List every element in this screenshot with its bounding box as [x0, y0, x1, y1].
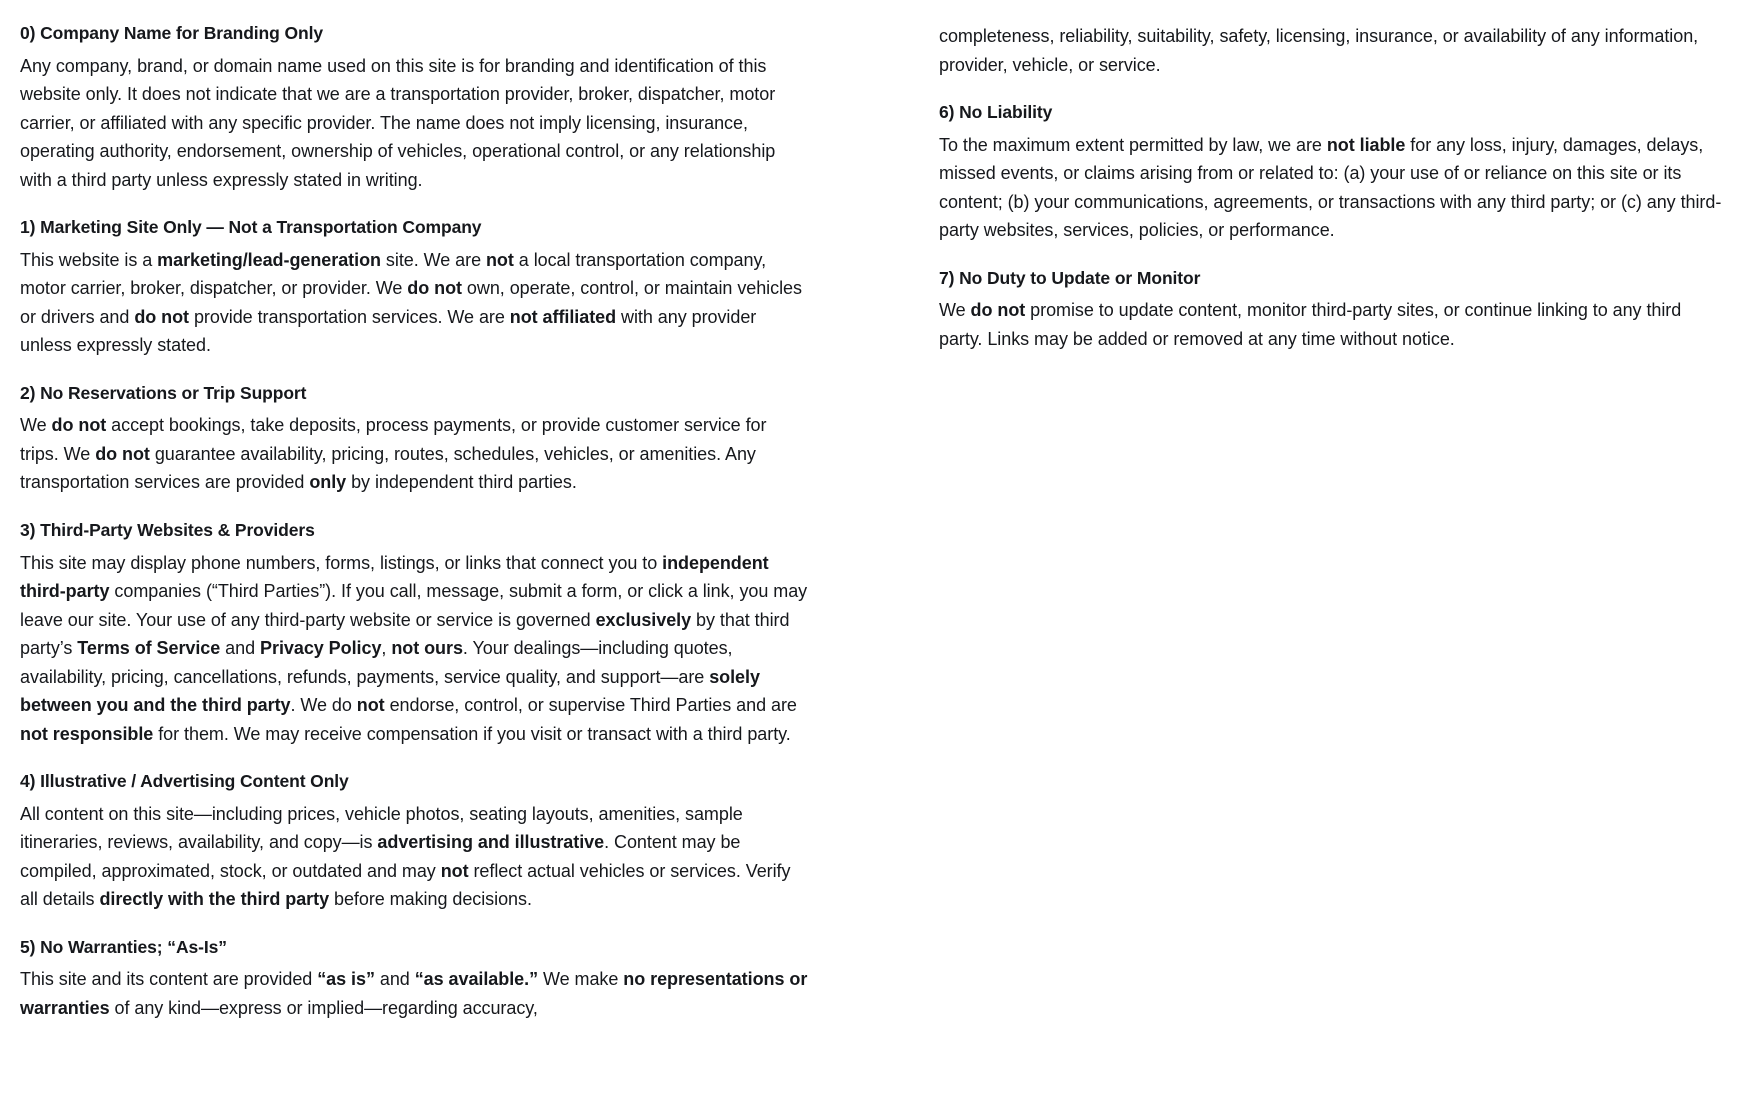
section-heading: 2) No Reservations or Trip Support [20, 382, 307, 403]
section-body: This site and its content are provided “as is” and “as available.” We make no representations or warranties of any kind—express or implied—regarding accuracy, [20, 969, 808, 1018]
section-heading: 5) No Warranties; “As-Is” [20, 936, 227, 957]
section-heading: 6) No Liability [939, 102, 1053, 122]
section-heading: 4) Illustrative / Advertising Content Only [20, 771, 349, 791]
section-heading: 7) No Duty to Update or Monitor [939, 267, 1201, 288]
section-no-warranties [20, 936, 809, 1023]
section-third-party-websites [20, 519, 809, 748]
section-body: Any company, brand, or domain name used on this site is for branding and identification of this website only. It does not indicate that we are a transportation provider, broker, dispatcher, motor carrier, or affiliated with any specific provider. The name does not imply licensing, insurance, operating authority, endorsement, ownership of vehicles, operational control, or any relationship with a third party unless expressly stated in writing. [20, 55, 776, 190]
two-column-layout [20, 22, 1728, 1102]
section-heading: 1) Marketing Site Only — Not a Transportation Company [20, 217, 482, 238]
section-body: All content on this site—including prices, vehicle photos, seating layouts, amenities, sample itineraries, reviews, availability, and copy—is advertising and illustrative. Content may be compiled, approximated, stock, or outdated and may not reflect actual vehicles or services. Verify all details directly with the third party before making decisions. [20, 803, 791, 910]
section-no-duty-to-update [939, 267, 1728, 354]
section-marketing-site-only [20, 216, 809, 360]
section-body: This site may display phone numbers, forms, listings, or links that connect you to independent third-party companies (“Third Parties”). If you call, message, submit a form, or click a link, you may leave our site. Your use of any third-party website or service is governed exclusively by that third party’s Terms of Service and Privacy Policy, not ours. Your dealings—including quotes, availability, pricing, cancellations, refunds, payments, service quality, and support—are solely between you and the third party. We do not endorse, control, or supervise Third Parties and are not responsible for them. We may receive compensation if you visit or transact with a third party. [20, 552, 808, 744]
section-body: To the maximum extent permitted by law, we are not liable for any loss, injury, damages, delays, missed events, or claims arising from or related to: (a) your use of or reliance on this site or its content; (b) your communications, agreements, or transactions with any third party; or (c) any third-party websites, services, policies, or performance. [939, 134, 1722, 241]
section-body: This website is a marketing/lead-generation site. We are not a local transportation company, motor carrier, broker, dispatcher, or provider. We do not own, operate, control, or maintain vehicles or drivers and do not provide transportation services. We are not affiliated with any provider unless expressly stated. [20, 249, 802, 356]
section-no-warranties-continued [939, 22, 1728, 79]
section-company-name-branding [20, 22, 809, 194]
section-no-liability [939, 101, 1728, 245]
section-no-reservations [20, 382, 809, 497]
section-heading: 3) Third-Party Websites & Providers [20, 519, 315, 540]
section-illustrative-content [20, 770, 809, 914]
section-body: completeness, reliability, suitability, safety, licensing, insurance, or availability of any information, provider, vehicle, or service. [939, 26, 1699, 75]
section-body: We do not promise to update content, monitor third-party sites, or continue linking to any third party. Links may be added or removed at any time without notice. [939, 300, 1682, 349]
section-heading: 0) Company Name for Branding Only [20, 23, 323, 43]
section-body: We do not accept bookings, take deposits, process payments, or provide customer service for trips. We do not guarantee availability, pricing, routes, schedules, vehicles, or amenities. Any transportation services are provided only by independent third parties. [20, 415, 767, 493]
